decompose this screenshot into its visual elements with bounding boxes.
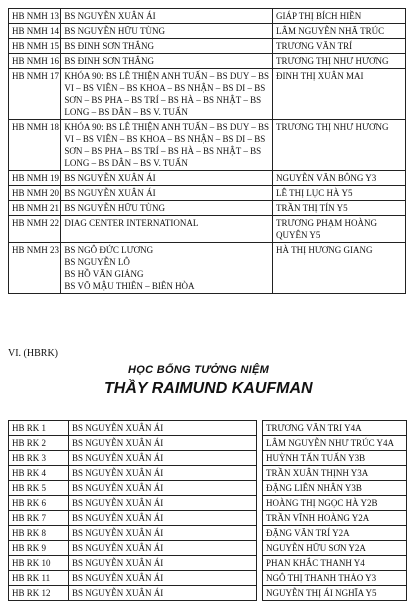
recipient-cell: HOÀNG THỊ NGỌC HÀ Y2B <box>263 496 407 511</box>
code-cell: HB NMH 18 <box>9 120 61 171</box>
scholarship-table-rk <box>8 420 407 601</box>
donor-cell: BS NGUYỄN XUÂN ÁI <box>69 541 257 556</box>
table-row <box>9 451 407 466</box>
section-heading: VI. (HBRK) <box>8 348 58 359</box>
code-cell: HB RK 4 <box>9 466 69 481</box>
recipient-cell: LÊ THỊ LỤC HÀ Y5 <box>272 186 405 201</box>
code-cell: HB RK 3 <box>9 451 69 466</box>
donor-cell: BS NGUYỄN XUÂN ÁI <box>69 571 257 586</box>
code-cell: HB RK 10 <box>9 556 69 571</box>
recipient-cell: ĐẶNG VĂN TRÍ Y2A <box>263 526 407 541</box>
code-cell: HB RK 1 <box>9 421 69 436</box>
recipient-cell: NGUYỄN VĂN BÔNG Y3 <box>272 171 405 186</box>
recipient-cell: NGUYỄN HỮU SƠN Y2A <box>263 541 407 556</box>
donor-cell <box>61 243 273 294</box>
code-cell: HB NMH 23 <box>9 243 61 294</box>
recipient-cell: ĐẶNG LIÊN NHÂN Y3B <box>263 481 407 496</box>
donor-cell: BS NGUYỄN XUÂN ÁI <box>69 496 257 511</box>
donor-cell: BS NGUYỄN XUÂN ÁI <box>69 436 257 451</box>
table-row <box>9 201 406 216</box>
donor-line: BS NGUYỄN LÔ <box>64 257 130 267</box>
table-row <box>9 496 407 511</box>
recipient-cell: GIÁP THỊ BÍCH HIỀN <box>272 9 405 24</box>
recipient-cell: TRẦN THỊ TÍN Y5 <box>272 201 405 216</box>
table-row <box>9 511 407 526</box>
code-cell: HB RK 8 <box>9 526 69 541</box>
table-row <box>9 24 406 39</box>
donor-cell: KHÓA 90: BS LÊ THIỆN ANH TUẤN – BS DUY – BS VI – BS VIÊN – BS KHOA – BS NHẬN – BS DI – BS SƠN – BS PHA – BS TRÍ – BS HÀ – BS NHẬT – BS LONG – BS DÂN – BS V. TUẤN <box>61 120 273 171</box>
donor-cell: BS NGUYỄN XUÂN ÁI <box>69 451 257 466</box>
recipient-cell: TRƯƠNG VĂN TRÍ <box>272 39 405 54</box>
recipient-cell: TRƯƠNG VĂN TRI Y4A <box>263 421 407 436</box>
table-row <box>9 69 406 120</box>
table-row <box>9 243 406 294</box>
code-cell: HB RK 2 <box>9 436 69 451</box>
recipient-cell: HUỲNH TẤN TUẤN Y3B <box>263 451 407 466</box>
table-row <box>9 39 406 54</box>
table-row <box>9 526 407 541</box>
code-cell: HB NMH 22 <box>9 216 61 243</box>
donor-cell: BS NGUYỄN XUÂN ÁI <box>69 556 257 571</box>
table-row <box>9 186 406 201</box>
table-row <box>9 171 406 186</box>
donor-cell: BS ĐINH SƠN THẮNG <box>61 54 273 69</box>
table-row <box>9 216 406 243</box>
code-cell: HB NMH 19 <box>9 171 61 186</box>
code-cell: HB RK 12 <box>9 586 69 601</box>
recipient-cell: TRẦN VĨNH HOÀNG Y2A <box>263 511 407 526</box>
code-cell: HB RK 6 <box>9 496 69 511</box>
code-cell: HB NMH 14 <box>9 24 61 39</box>
donor-cell: BS NGUYỄN XUÂN ÁI <box>69 421 257 436</box>
code-cell: HB RK 9 <box>9 541 69 556</box>
recipient-cell: TRƯƠNG PHẠM HOÀNG QUYÊN Y5 <box>272 216 405 243</box>
donor-cell: BS NGUYỄN XUÂN ÁI <box>61 186 273 201</box>
recipient-cell: NGÔ THỊ THANH THẢO Y3 <box>263 571 407 586</box>
recipient-cell: NGUYỄN THỊ ÁI NGHĨA Y5 <box>263 586 407 601</box>
recipient-cell: LÂM NGUYỄN NHÃ TRÚC <box>272 24 405 39</box>
recipient-cell: HÀ THỊ HƯƠNG GIANG <box>272 243 405 294</box>
table-row <box>9 120 406 171</box>
code-cell: HB RK 7 <box>9 511 69 526</box>
donor-cell: KHÓA 90: BS LÊ THIỆN ANH TUẤN – BS DUY – BS VI – BS VIÊN – BS KHOA – BS NHẬN – BS DI – BS SƠN – BS PHA – BS TRÍ – BS HÀ – BS NHẬT – BS LONG – BS DÂN – BS V. TUẤN <box>61 69 273 120</box>
recipient-cell: TRƯƠNG THỊ NHƯ HƯƠNG <box>272 120 405 171</box>
table-row <box>9 541 407 556</box>
donor-cell: BS NGUYỄN XUÂN ÁI <box>69 481 257 496</box>
table-row <box>9 466 407 481</box>
table-row <box>9 9 406 24</box>
table-row <box>9 586 407 601</box>
donor-line: BS NGÔ ĐỨC LƯƠNG <box>64 245 154 255</box>
donor-cell: BS NGUYỄN XUÂN ÁI <box>69 586 257 601</box>
code-cell: HB NMH 17 <box>9 69 61 120</box>
code-cell: HB RK 11 <box>9 571 69 586</box>
donor-cell: BS NGUYỄN XUÂN ÁI <box>69 466 257 481</box>
code-cell: HB NMH 15 <box>9 39 61 54</box>
code-cell: HB NMH 16 <box>9 54 61 69</box>
memorial-title-line1: HỌC BỔNG TƯỞNG NIỆM <box>128 364 270 376</box>
code-cell: HB NMH 21 <box>9 201 61 216</box>
donor-cell: BS NGUYỄN XUÂN ÁI <box>69 526 257 541</box>
table-row <box>9 571 407 586</box>
donor-cell: BS NGUYỄN XUÂN ÁI <box>61 9 273 24</box>
donor-cell: BS NGUYỄN HỮU TÙNG <box>61 201 273 216</box>
scholarship-table-nmh <box>8 8 406 294</box>
recipient-cell: ĐINH THỊ XUÂN MAI <box>272 69 405 120</box>
donor-cell: BS NGUYỄN XUÂN ÁI <box>69 511 257 526</box>
memorial-title-line2: THẦY RAIMUND KAUFMAN <box>104 380 313 397</box>
recipient-cell: LÂM NGUYỄN NHƯ TRÚC Y4A <box>263 436 407 451</box>
donor-cell: BS ĐINH SƠN THẮNG <box>61 39 273 54</box>
table-row <box>9 556 407 571</box>
donor-cell: BS NGUYỄN XUÂN ÁI <box>61 171 273 186</box>
code-cell: HB RK 5 <box>9 481 69 496</box>
recipient-cell: TRƯƠNG THỊ NHƯ HƯƠNG <box>272 54 405 69</box>
table-row <box>9 421 407 436</box>
code-cell: HB NMH 13 <box>9 9 61 24</box>
donor-line: BS VÕ MẬU THIÊN – BIÊN HÒA <box>64 281 195 291</box>
code-cell: HB NMH 20 <box>9 186 61 201</box>
table-row <box>9 481 407 496</box>
donor-line: BS HỒ VĂN GIẢNG <box>64 269 144 279</box>
recipient-cell: TRẦN XUÂN THỊNH Y3A <box>263 466 407 481</box>
donor-cell: DIAG CENTER INTERNATIONAL <box>61 216 273 243</box>
table-row <box>9 436 407 451</box>
recipient-cell: PHAN KHẮC THANH Y4 <box>263 556 407 571</box>
donor-cell: BS NGUYỄN HỮU TÙNG <box>61 24 273 39</box>
table-row <box>9 54 406 69</box>
